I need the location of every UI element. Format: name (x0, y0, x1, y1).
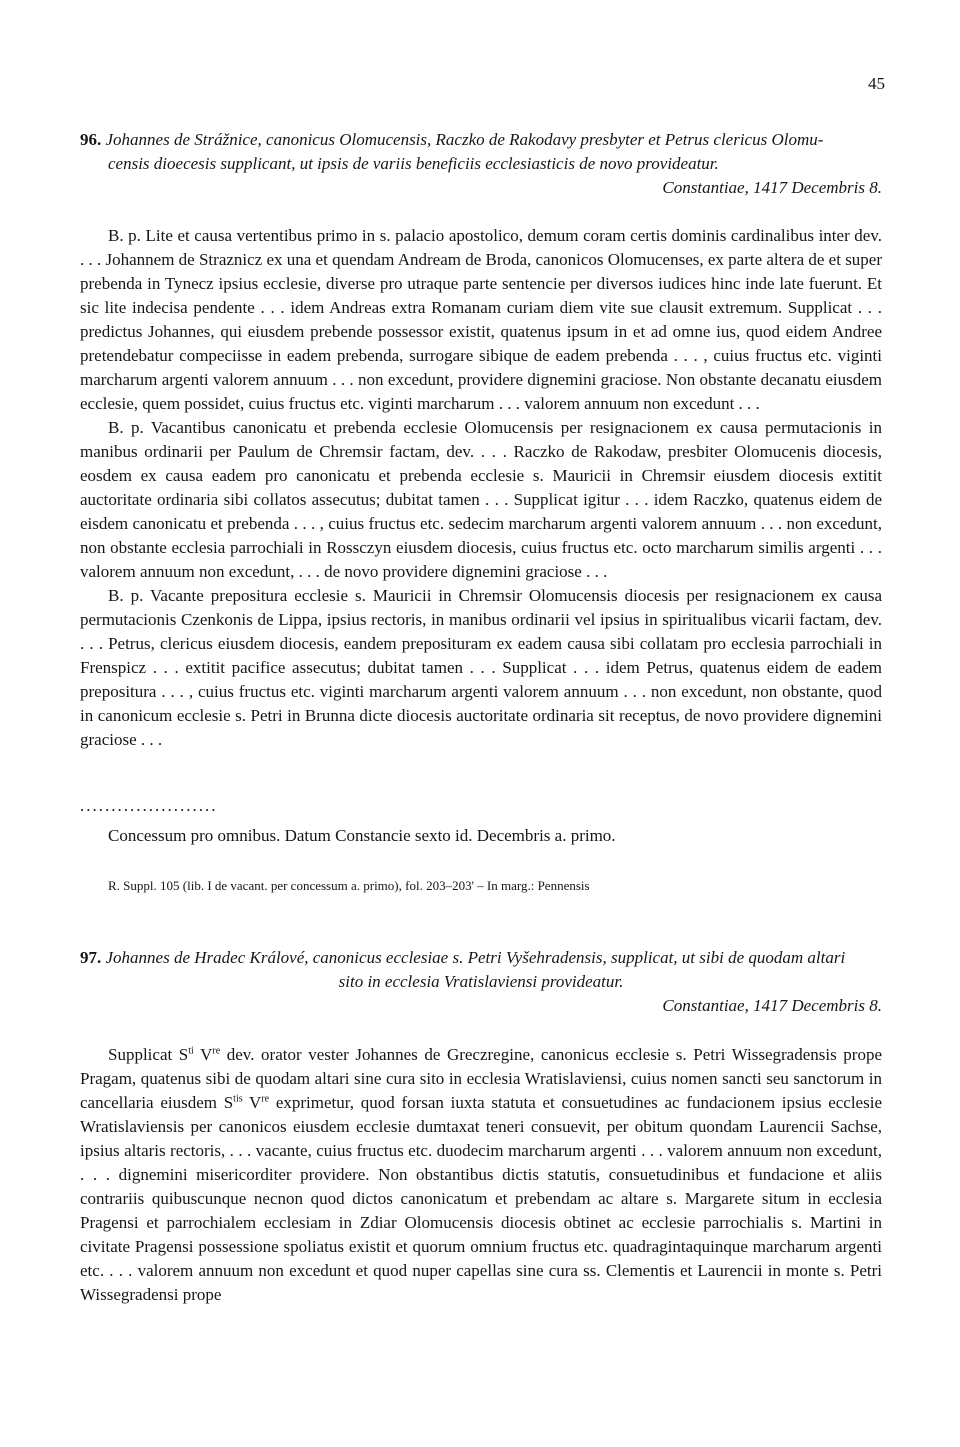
entry-96-body (80, 224, 882, 752)
abbrev-sup: ti (188, 1045, 194, 1057)
page-number: 45 (868, 74, 885, 93)
entry-97-body (80, 1043, 882, 1307)
entry-96-heading-line1: Johannes de Strážnice, canonicus Olomucensis, Raczko de Rakodavy presbyter et Petrus clericus Olomu- (105, 130, 824, 149)
entry-96-place-date: Constantiae, 1417 Decembris 8. (662, 178, 882, 197)
entry-97-text-b: V (193, 1045, 213, 1064)
entry-97-text-d: V (242, 1093, 262, 1112)
entry-97-place-date: Constantiae, 1417 Decembris 8. (662, 996, 882, 1015)
entry-97-text-c: dev. orator vester Johannes de Greczregine, canonicus ecclesie s. Petri Wissegradensis prope Pragam, quatenus sibi de quodam altari sine cura sito in ecclesia Wratislaviensi, cuius nomen sancti seu sanctorum in cancellaria eiusdem S (80, 1045, 882, 1112)
entry-97-heading-line1: Johannes de Hradec Králové, canonicus ecclesiae s. Petri Vyšehradensis, supplicat, ut sibi de quodam altari (105, 948, 846, 967)
abbrev-sup: re (212, 1045, 221, 1057)
abbrev-sup: tis (233, 1093, 243, 1105)
entry-96-source-note: R. Suppl. 105 (lib. I de vacant. per concessum a. primo), fol. 203–203' – In marg.: Pennensis (108, 878, 590, 893)
entry-97-number: 97. (80, 948, 102, 967)
entry-97-heading (80, 946, 882, 994)
entry-96-heading (80, 128, 882, 176)
entry-96-closing: Concessum pro omnibus. Datum Constancie sexto id. Decembris a. primo. (108, 826, 616, 845)
entry-96-paragraph-1: B. p. Lite et causa vertentibus primo in s. palacio apostolico, demum coram certis dominis cardinalibus inter dev. . . . Johannem de Straznicz ex una et quendam Andream de Broda, canonicos Olomucenses, ex parte altera de et super prebenda in Tynecz ipsius ecclesie, diverse pro utraque parte sentencie per diversos iudices hinc inde late fuerunt. Et sic lite indecisa pendente . . . idem Andreas extra Romanam curiam diem vite sue clausit extremum. Supplicat . . . predictus Johannes, qui eiusdem prebende possessor existit, quatenus ipsum in et ad omne ius, quod eidem Andree pretendebatur compeciisse in eadem prebenda, surrogare sibique de eadem prebenda . . . , cuius fructus etc. viginti marcharum argenti valorem annuum . . . non excedunt, providere dignemini graciose. Non obstante decanatu eiusdem ecclesie, quem possidet, cuius fructus etc. viginti marcharum . . . valorem annuum non excedunt . . . (80, 226, 883, 413)
entry-96-heading-line2: censis dioecesis supplicant, ut ipsis de variis beneficiis ecclesiasticis de novo provideatur. (108, 154, 719, 173)
entry-96-paragraph-3: B. p. Vacante prepositura ecclesie s. Mauricii in Chremsir Olomucensis diocesis per resignacionem ex causa permutacionis Czenkonis de Lippa, ipsius rectoris, in manibus ordinarii vel ipsius in spiritualibus vicarii factam, dev. . . . Petrus, clericus eiusdem diocesis, eandem preposituram ex eadem causa sibi collatam pro ecclesia parrochiali in Frenspicz . . . extitit pacifice assecutus; dubitat tamen . . . Supplicat . . . idem Petrus, quatenus eidem de eadem prepositura . . . , cuius fructus etc. viginti marcharum argenti valorem annuum . . . non excedunt, non obstante, quod in canonicum ecclesie s. Petri in Brunna dicte diocesis auctoritate ordinaria sit receptus, de novo providere dignemini graciose . . . (80, 586, 882, 749)
omission-dots: ...................... (80, 796, 218, 815)
entry-97-text-a: Supplicat S (108, 1045, 189, 1064)
entry-97-paragraph-1 (80, 1043, 882, 1307)
entry-96-number: 96. (80, 130, 102, 149)
entry-97-text-e: exprimetur, quod forsan iuxta statuta et consuetudines ac fundacionem ipsius ecclesie Wratislaviensis per canonicos eiusdem ecclesie dumtaxat teneri consuevit, per obitum quondam Laurencii Sachse, ipsius altaris rectoris, . . . vacante, cuius fructus etc. duodecim marcharum argenti . . . valorem annuum non excedunt, . . . dignemini misericorditer providere. Non obstantibus dictis statutis, consuetudinibus et fundacione et aliis contrariis quibuscunque necnon quod dictos canonicatum et prebendam ac altare s. Margarete situm in ecclesia Pragensi et parrochialem ecclesiam in Zdiar Olomucensis diocesis obtinet ac ecclesie parrochialis s. Martini in civitate Pragensi possessione spoliatus existit et quorum omnium fructus etc. quadragintaquinque marcharum argenti etc. . . . valorem annuum non excedunt et quod nuper capellas sine cura ss. Clementis et Laurencii in monte s. Petri Wissegradensi prope (80, 1093, 882, 1304)
entry-96-paragraph-2: B. p. Vacantibus canonicatu et prebenda ecclesie Olomucensis per resignacionem ex causa permutacionis in manibus ordinarii per Paulum de Chremsir factam, dev. . . . Raczko de Rakodaw, presbiter Olomucenis diocesis, eosdem ex causa eadem pro canonicatu et prebenda ecclesie s. Mauricii in Chremsir eiusdem diocesis extitit auctoritate ordinaria sibi collatos assecutus; dubitat tamen . . . Supplicat igitur . . . idem Raczko, quatenus eidem de eisdem canonicatu et prebenda . . . , cuius fructus etc. sedecim marcharum argenti valorem annuum . . . non excedunt, non obstante ecclesia parrochiali in Rossczyn eiusdem diocesis, cuius fructus etc. octo marcharum similis argenti . . . valorem annuum non excedunt, . . . de novo providere dignemini graciose . . . (80, 418, 882, 581)
entry-97-heading-line2: sito in ecclesia Vratislaviensi provideatur. (338, 972, 624, 991)
abbrev-sup: re (261, 1093, 270, 1105)
